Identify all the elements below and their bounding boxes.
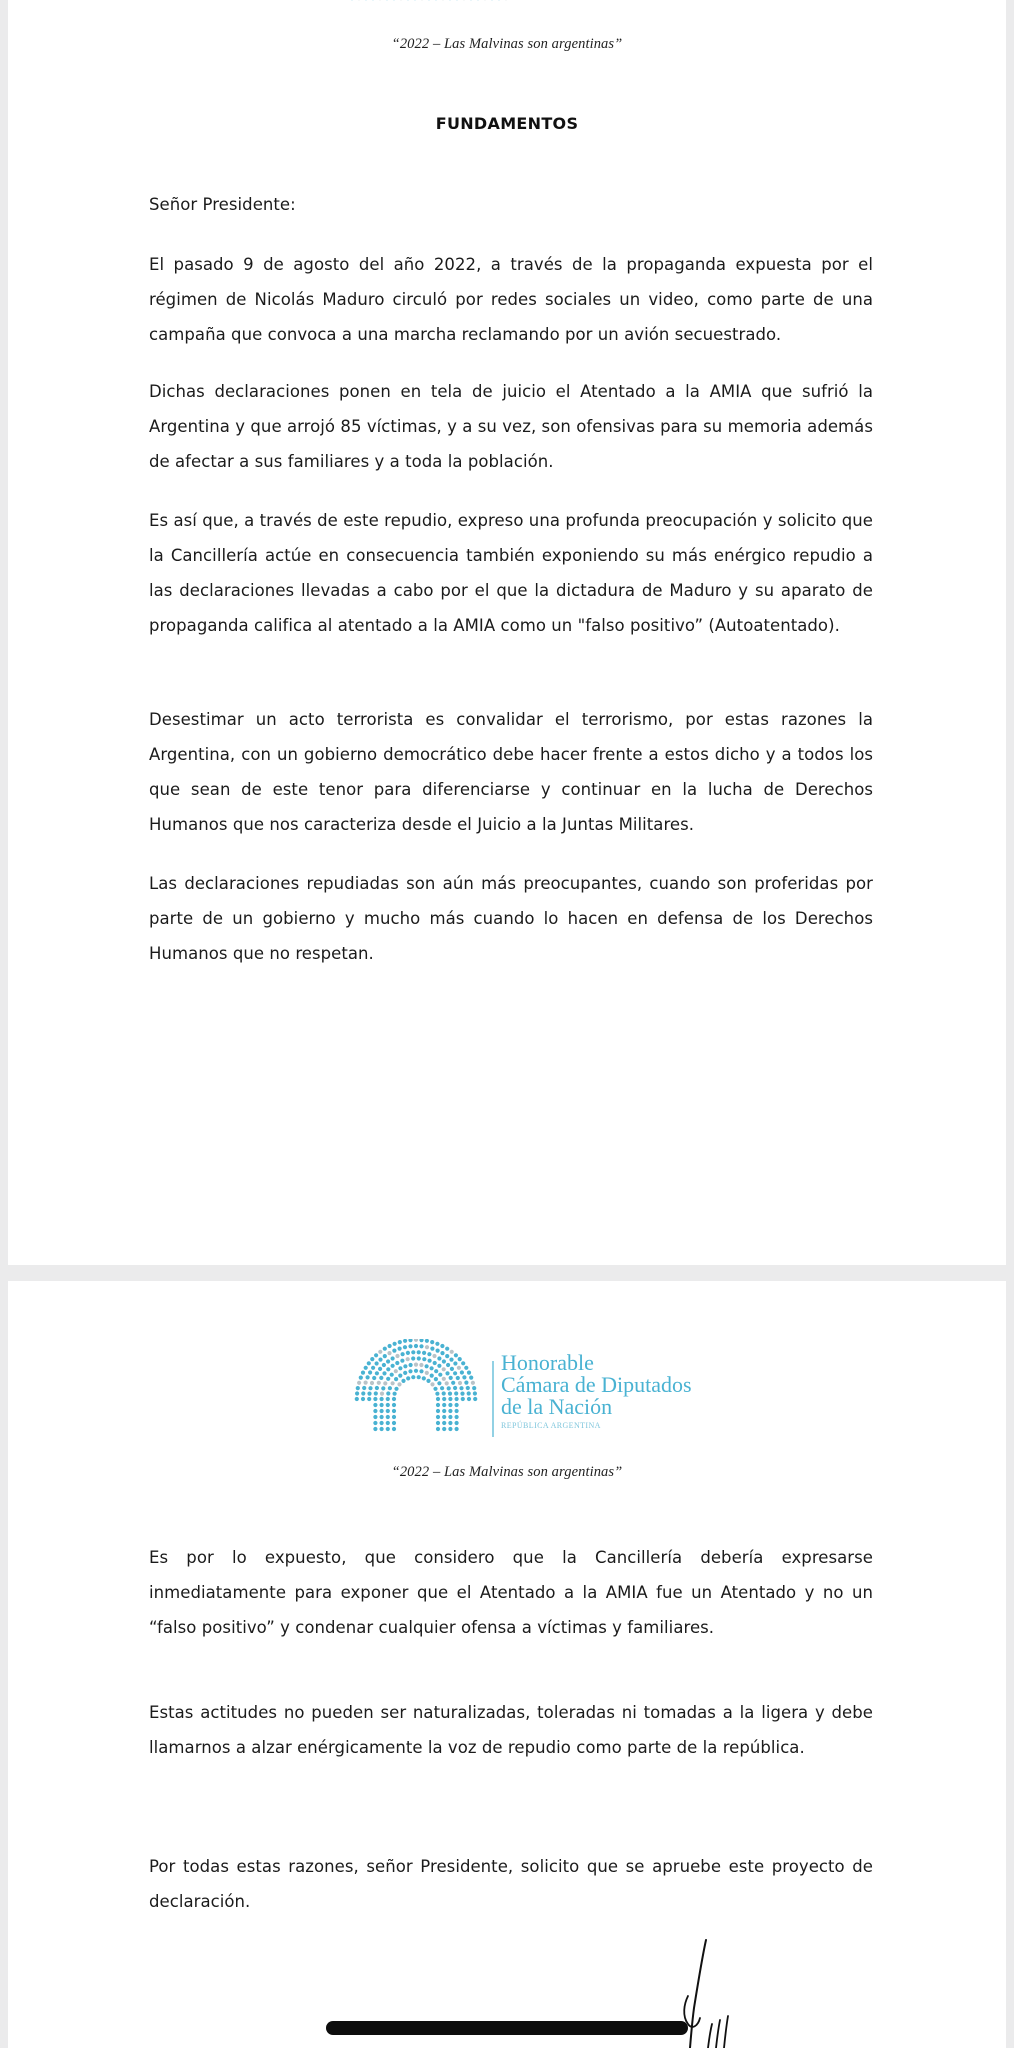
paragraph-7: Estas actitudes no pueden ser naturalizadas, toleradas ni tomadas a la ligera y debe llamarnos a alzar enérgicamente la voz de repudio como parte de la república.: [149, 1703, 873, 1757]
paragraph-6: Es por lo expuesto, que considero que la Cancillería debería expresarse inmediatamente para exponer que el Atentado a la AMIA fue un Atentado y no un “falso positivo” y condenar cualquier ofensa a víctimas y familiares.: [149, 1548, 873, 1637]
salutation: Señor Presidente:: [149, 195, 296, 214]
chamber-seal-icon: [338, 0, 668, 5]
seal-subtitle: REPÚBLICA ARGENTINA: [501, 1421, 601, 1430]
seal-title-line-2: Cámara de Diputados: [501, 1372, 692, 1397]
paragraph-3: Es así que, a través de este repudio, expreso una profunda preocupación y solicito que la Cancillería actúe en consecuencia también exponiendo su más enérgico repudio a las declaraciones llevadas a cabo por el que la dictadura de Maduro y su aparato de propaganda califica al atentado a la AMIA como un "falso positivo” (Autoatentado).: [149, 511, 873, 635]
seal-title-line-1: Honorable: [501, 1350, 594, 1375]
paragraph-4: Desestimar un acto terrorista es convalidar el terrorismo, por estas razones la Argentina, con un gobierno democrático debe hacer frente a estos dicho y a todos los que sean de este tenor para diferenciarse y continuar en la lucha de Derechos Humanos que nos caracteriza desde el Juicio a la Juntas Militares.: [149, 710, 873, 834]
paragraph-1: El pasado 9 de agosto del año 2022, a través de la propaganda expuesta por el régimen de Nicolás Maduro circuló por redes sociales un video, como parte de una campaña que convoca a una marcha reclamando por un avión secuestrado.: [149, 255, 873, 344]
paragraph-5: Las declaraciones repudiadas son aún más preocupantes, cuando son proferidas por parte de un gobierno y mucho más cuando lo hacen en defensa de los Derechos Humanos que no respetan.: [149, 874, 873, 963]
scroll-indicator[interactable]: [326, 2021, 688, 2035]
paragraph-2: Dichas declaraciones ponen en tela de juicio el Atentado a la AMIA que sufrió la Argentina y que arrojó 85 víctimas, y a su vez, son ofensivas para su memoria además de afectar a sus familiares y a toda la población.: [149, 382, 873, 471]
page-motto: “2022 – Las Malvinas son argentinas”: [391, 1464, 623, 1480]
paragraph-8: Por todas estas razones, señor Presidente, solicito que se apruebe este proyecto de declaración.: [149, 1857, 873, 1911]
seal-title-line-3: de la Nación: [501, 1394, 613, 1419]
document-page-1: [8, 0, 1006, 1265]
page-motto: “2022 – Las Malvinas son argentinas”: [391, 36, 623, 52]
document-page-2: [8, 1281, 1006, 2048]
page-title: FUNDAMENTOS: [435, 114, 579, 133]
